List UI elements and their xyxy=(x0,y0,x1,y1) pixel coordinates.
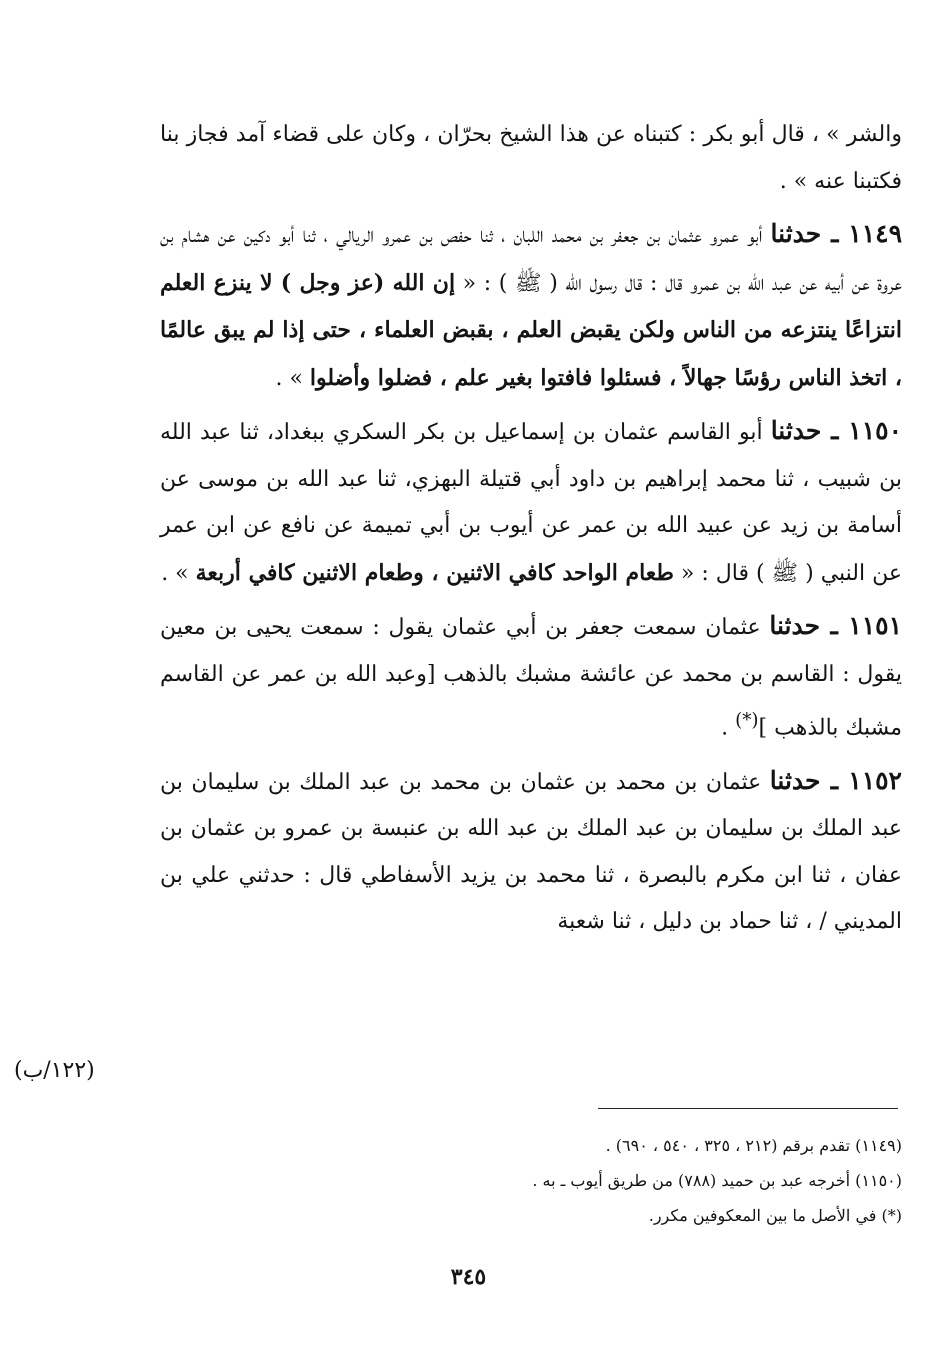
narration-text: » . xyxy=(275,365,310,391)
narration-text: أبو عمرو عثمان بن جعفر بن محمد اللبان ، ثنا حفص بن عمرو الريالي ، ثنا أبو دكين عن هشام بن عروة عن أبيه عن عبد الله بن عمرو قال : قال رسول الله ( ﷺ ) : « xyxy=(160,223,902,296)
hadith-quote: إن الله (عز وجل ) لا ينزع العلم انتزاعًا ينتزعه من الناس ولكن يقبض العلم ، بقبض العلماء ، حتى إذا لم يبق عالمًا ، اتخذ الناس رؤسًا جهالاً ، فسئلوا فافتوا بغير علم ، فضلوا وأضلوا xyxy=(160,269,902,391)
hadith-number-heading: ١١٥٢ ـ حدثنا xyxy=(769,765,902,795)
narration-text: عثمان سمعت جعفر بن أبي عثمان يقول : سمعت يحيى بن معين يقول : القاسم بن محمد عن عائشة مشبك بالذهب [وعبد الله بن عمر عن القاسم مشبك بالذهب ] xyxy=(160,615,902,741)
narration-text: » . xyxy=(161,560,196,586)
footnote-1150: (١١٥٠) أخرجه عبد بن حميد (٧٨٨) من طريق أيوب ـ به . xyxy=(532,1171,902,1190)
narration-text: أبو القاسم عثمان بن إسماعيل بن بكر السكري ببغداد، ثنا عبد الله بن شبيب ، ثنا محمد إبراهيم بن داود أبي قتيلة البهزي، ثنا عبد الله بن موسى عن أسامة بن زيد عن عبيد الله بن عمر عن أيوب بن أبي تميمة عن نافع عن ابن عمر عن النبي ( ﷺ ) قال : « xyxy=(160,420,902,586)
folio-mark: (١٢٢/ب) xyxy=(14,1058,95,1083)
footnotes xyxy=(160,1128,902,1233)
narration-text: . xyxy=(721,715,736,741)
paragraph-continuation xyxy=(160,112,902,205)
narration-text: عثمان بن محمد بن عثمان بن محمد بن عبد الملك بن سليمان بن عبد الملك بن سليمان بن عبد الملك بن عبد الله بن عنبسة بن عمرو بن عثمان بن عفان ، ثنا ابن مكرم بالبصرة ، ثنا محمد بن يزيد الأسفاطي قال : حدثني علي بن المديني / ، ثنا حماد بن دليل ، ثنا شعبة xyxy=(160,769,902,935)
main-text xyxy=(160,112,902,946)
footnote-star: (*) في الأصل ما بين المعكوفين مكرر. xyxy=(648,1206,902,1225)
page-number: ٣٤٥ xyxy=(450,1264,487,1290)
footnote-1149: (١١٤٩) تقدم برقم (٢١٢ ، ٣٢٥ ، ٥٤٠ ، ٦٩٠) . xyxy=(605,1136,902,1155)
hadith-1151 xyxy=(160,603,902,752)
hadith-1150 xyxy=(160,408,902,597)
footnote-divider xyxy=(598,1108,898,1109)
hadith-number-heading: ١١٥٠ ـ حدثنا xyxy=(770,416,902,445)
footnote-marker: (*) xyxy=(735,710,759,731)
hadith-quote: طعام الواحد كافي الاثنين ، وطعام الاثنين كافي أربعة xyxy=(195,559,674,586)
hadith-1149 xyxy=(160,211,902,402)
hadith-number-heading: ١١٤٩ ـ حدثنا xyxy=(770,219,902,248)
hadith-number-heading: ١١٥١ ـ حدثنا xyxy=(769,611,902,640)
narration-text: والشر » ، قال أبو بكر : كتبناه عن هذا الشيخ بحرّان ، وكان على قضاء آمد فجاز بنا فكتبنا عنه » . xyxy=(160,122,902,194)
hadith-1152 xyxy=(160,758,902,946)
